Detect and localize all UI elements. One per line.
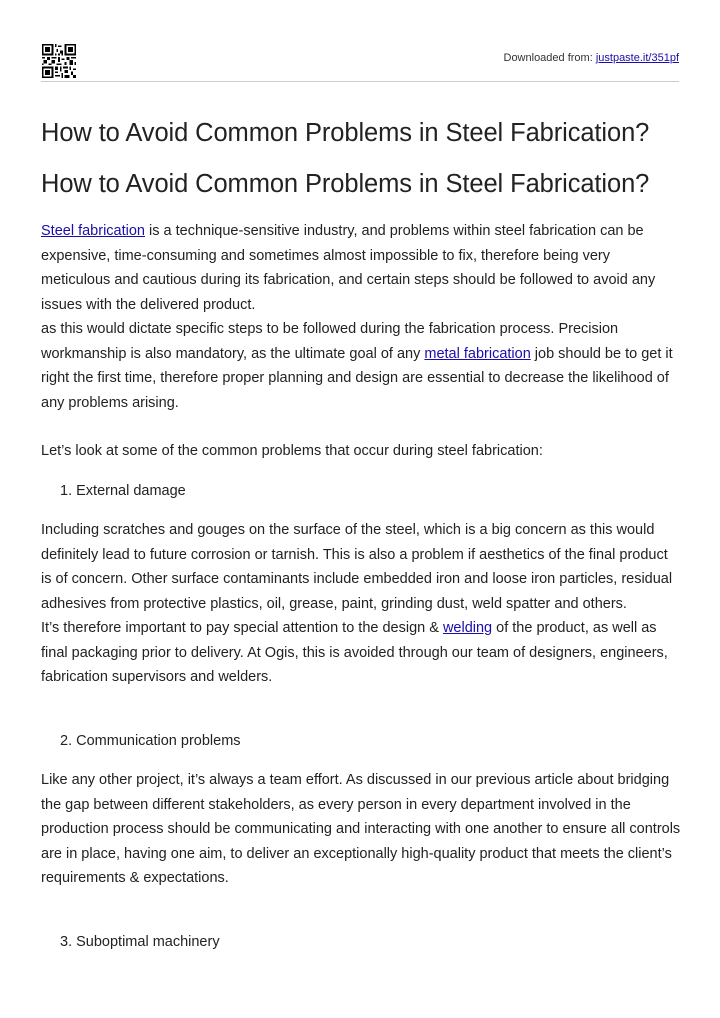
paragraph-welding-text-a: It’s therefore important to pay special attention to the design & <box>41 620 443 636</box>
list-item-communication: 2. Communication problems <box>60 732 241 749</box>
download-source-link[interactable]: justpaste.it/351pf <box>595 52 679 64</box>
list-item-machinery: 3. Suboptimal machinery <box>60 933 220 950</box>
welding-link[interactable]: welding <box>442 620 493 636</box>
paragraph-welding-text-b: of the product, as well as final packaging prior to delivery. At Ogis, this is avoided through our team of designers, engineers, fabrication supervisors and welders. <box>41 620 668 685</box>
paragraph-precision-text-b: job should be to get it right the first time, therefore proper planning and design are essential to decrease the likelihood of any problems arising. <box>41 345 673 411</box>
paragraph-common-problems: Let’s look at some of the common problems that occur during steel fabrication: <box>41 443 543 459</box>
paragraph-external-damage: Including scratches and gouges on the surface of the steel, which is a big concern as this would definitely lead to future corrosion or tarnish. This is also a problem if aesthetics of the final product is of concern. Other surface contaminants include embedded iron and loose iron particles, residual adhesives from protective plastics, oil, grease, paint, grinding dust, weld spatter and others. <box>41 522 673 612</box>
metal-fabrication-link[interactable]: metal fabrication <box>424 345 531 362</box>
download-source <box>504 52 680 64</box>
paragraph-intro <box>41 219 681 317</box>
download-label: Downloaded from: <box>503 52 596 64</box>
paragraph-intro-text: is a technique-sensitive industry, and problems within steel fabrication can be expensive, time-consuming and sometimes almost impossible to fix, therefore being very meticulous and cautious during its fabrication, and certain steps should be followed to avoid any issues with the delivered product. <box>41 223 656 313</box>
paragraph-precision-text-a: as this would dictate specific steps to be followed during the fabrication process. Precision workmanship is also mandatory, as the ultimate goal of any <box>41 321 619 362</box>
article-heading: How to Avoid Common Problems in Steel Fabrication? <box>41 170 650 198</box>
article-title: How to Avoid Common Problems in Steel Fabrication? <box>41 119 650 147</box>
list-item-external-damage: 1. External damage <box>60 482 186 499</box>
paragraph-precision <box>41 317 681 415</box>
paragraph-welding <box>41 616 681 690</box>
steel-fabrication-link[interactable]: Steel fabrication <box>41 223 145 239</box>
article <box>41 108 681 954</box>
paragraph-communication: Like any other project, it’s always a team effort. As discussed in our previous article about bridging the gap between different stakeholders, as every person in every department involved in the production process should be communicating and interacting with one another to ensure all controls are in place, having one aim, to deliver an exceptionally high-quality product that meets the client’s requirements & expectations. <box>41 772 681 886</box>
header-divider <box>41 81 679 82</box>
spacer <box>41 415 681 439</box>
qr-code-icon <box>42 44 76 78</box>
